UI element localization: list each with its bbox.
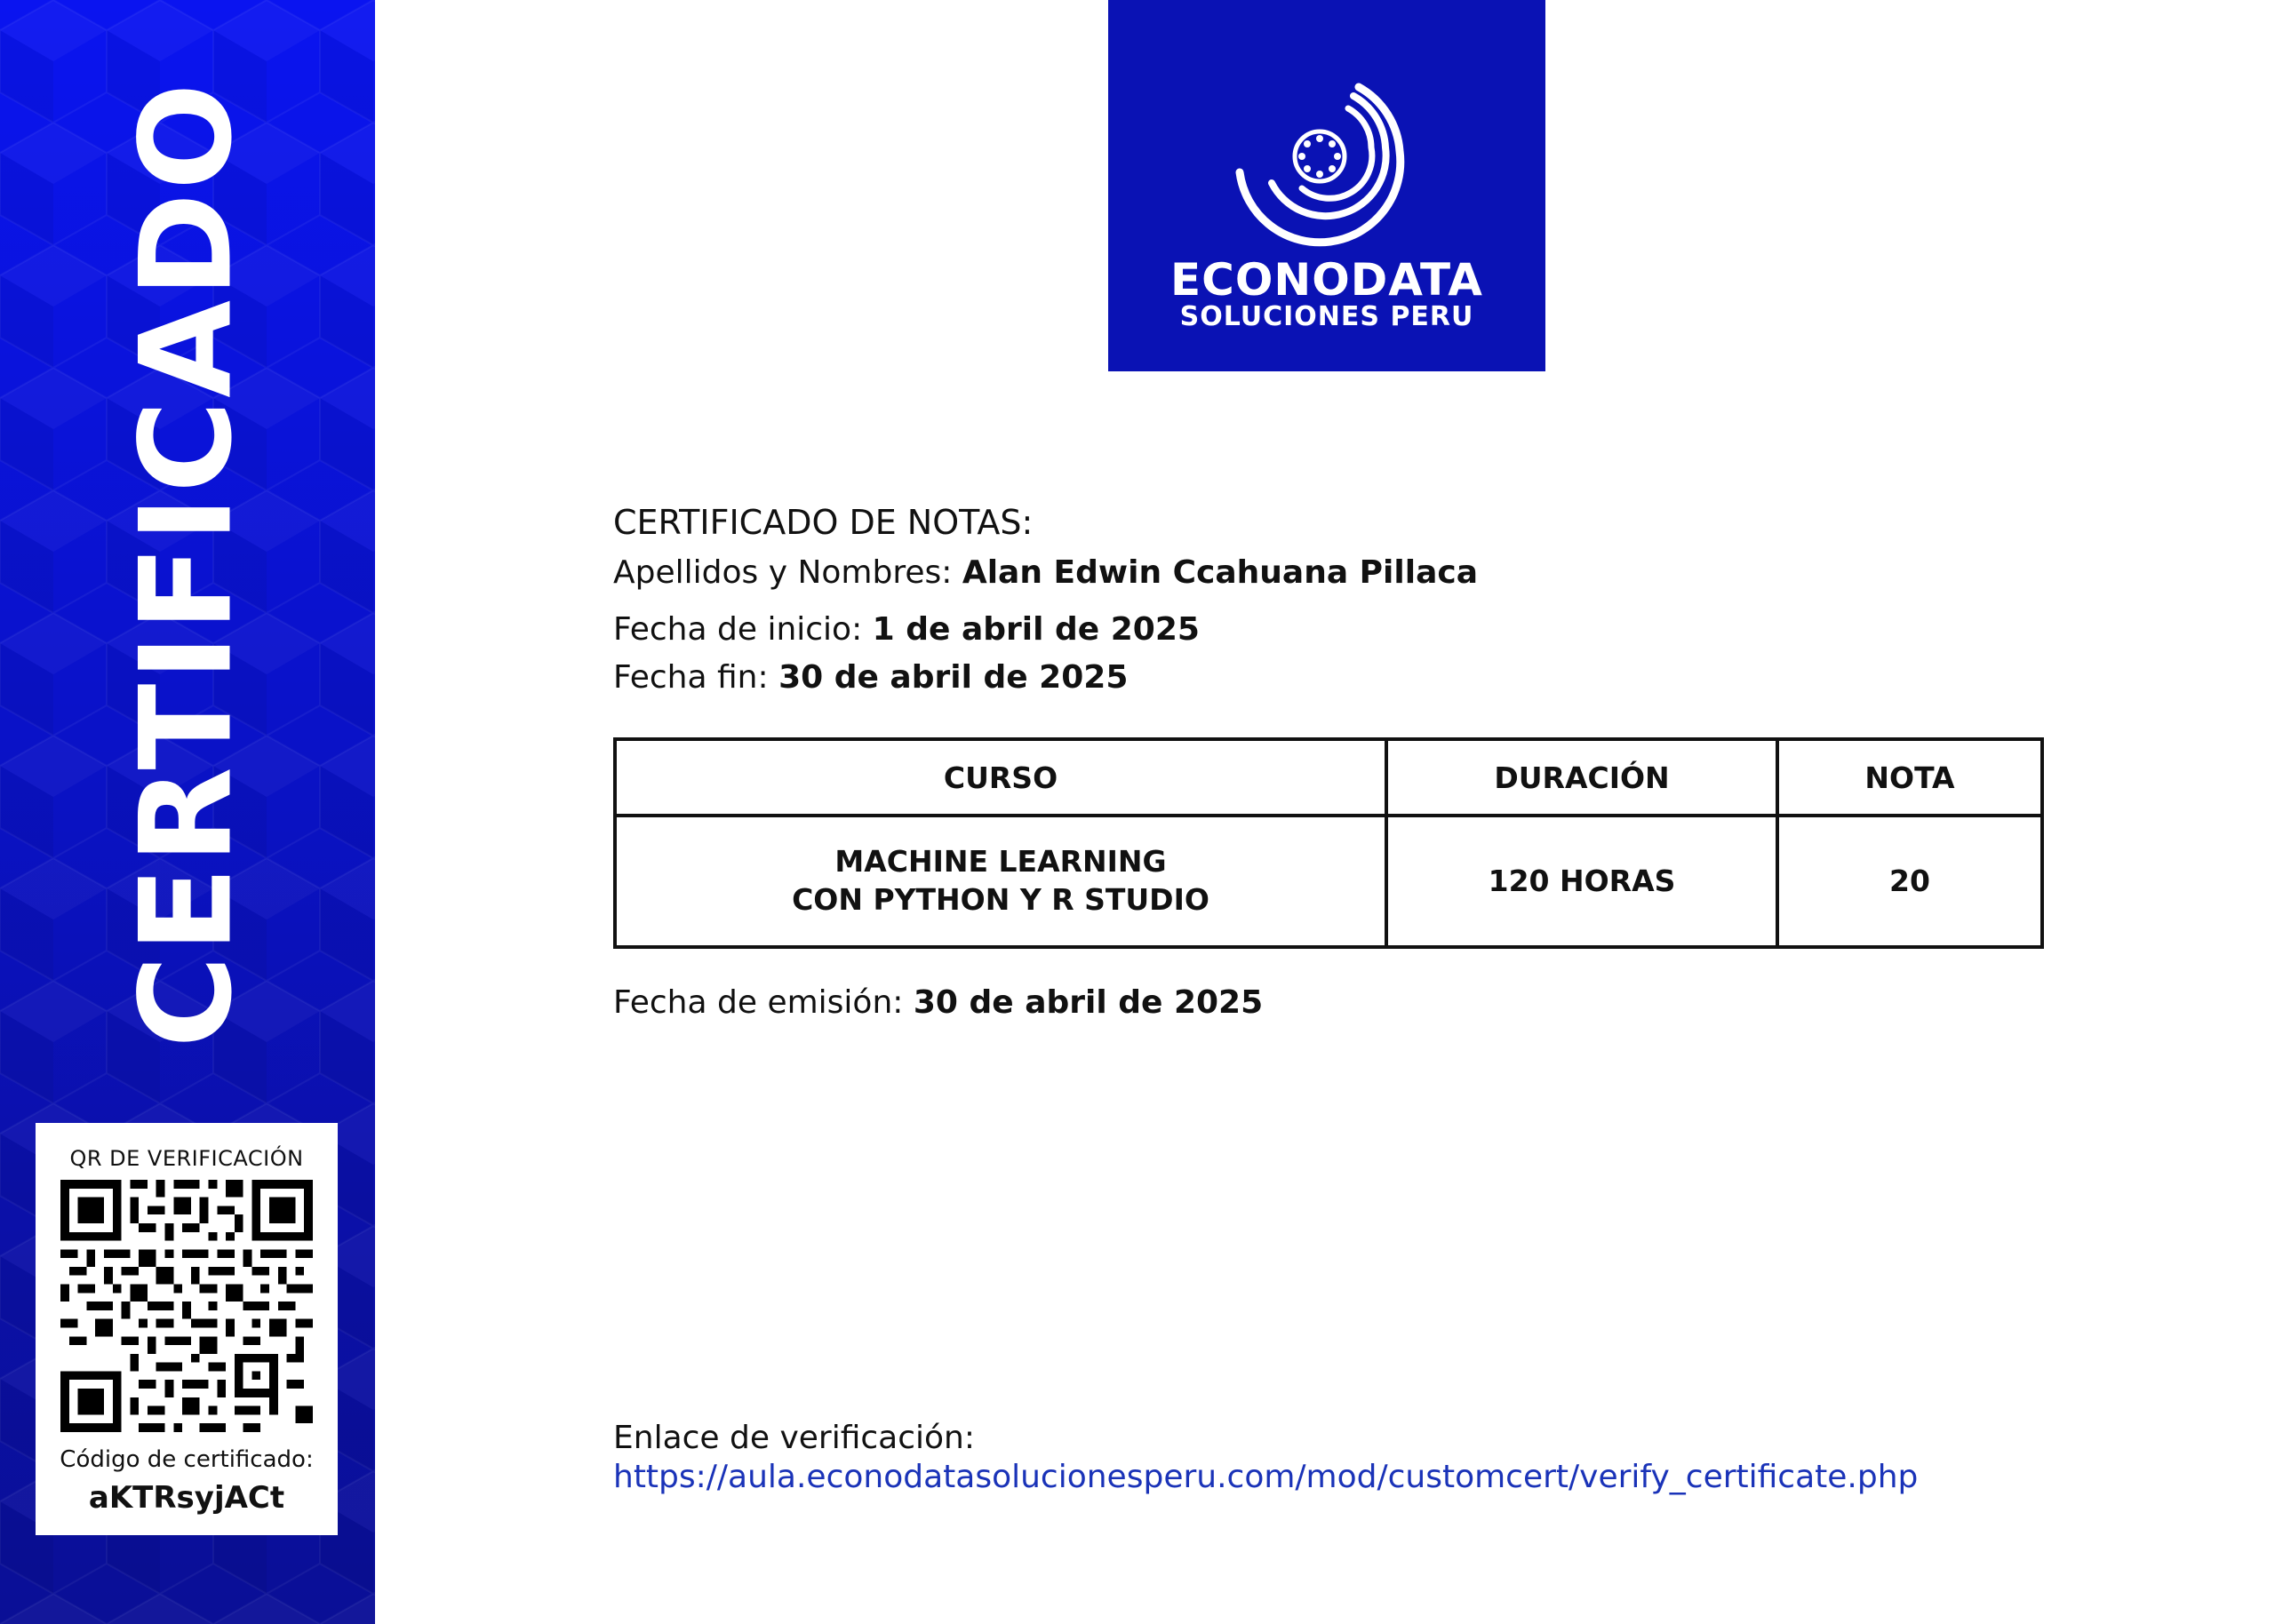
verification-link[interactable]: https://aula.econodatasolucionesperu.com/mod/customcert/verify_certificate.php xyxy=(613,1459,1919,1495)
table-row xyxy=(615,816,2042,947)
sidebar-band xyxy=(0,0,375,1624)
certificate-code-value: aKTRsyjACt xyxy=(88,1480,285,1516)
header-duration: DURACIÓN xyxy=(1386,739,1777,816)
end-date-label: Fecha fin: xyxy=(613,659,769,696)
econodata-logo xyxy=(1108,0,1545,371)
document-title: CERTIFICADO DE NOTAS: xyxy=(613,503,1034,542)
qr-verification-box xyxy=(36,1123,338,1535)
verification-link-label: Enlace de verificación: xyxy=(613,1420,976,1456)
student-name-row xyxy=(613,554,1478,591)
grades-table xyxy=(613,737,2044,949)
logo-emblem-icon xyxy=(1233,76,1419,251)
grade-cell: 20 xyxy=(1777,816,2042,947)
course-name-line2: CON PYTHON Y R STUDIO xyxy=(792,882,1209,917)
emission-date-label: Fecha de emisión: xyxy=(613,984,904,1021)
start-date-row xyxy=(613,611,1200,648)
duration-cell: 120 HORAS xyxy=(1386,816,1777,947)
emission-date-value: 30 de abril de 2025 xyxy=(913,984,1264,1021)
header-course: CURSO xyxy=(615,739,1386,816)
certificate-code-label: Código de certificado: xyxy=(60,1446,314,1473)
vertical-certificado-title: CERTIFICADO xyxy=(113,80,260,1048)
emission-date-row xyxy=(613,984,1263,1021)
logo-subtitle: SOLUCIONES PERU xyxy=(1179,301,1474,332)
start-date-value: 1 de abril de 2025 xyxy=(872,611,1200,648)
qr-code-image[interactable] xyxy=(60,1180,313,1432)
end-date-value: 30 de abril de 2025 xyxy=(778,659,1129,696)
header-grade: NOTA xyxy=(1777,739,2042,816)
logo-name: ECONODATA xyxy=(1170,254,1483,306)
end-date-row xyxy=(613,659,1128,696)
student-name-label: Apellidos y Nombres: xyxy=(613,554,953,591)
student-name-value: Alan Edwin Ccahuana Pillaca xyxy=(962,554,1478,591)
course-name-line1: MACHINE LEARNING xyxy=(834,844,1167,880)
start-date-label: Fecha de inicio: xyxy=(613,611,863,648)
qr-title: QR DE VERIFICACIÓN xyxy=(69,1146,304,1171)
table-header-row xyxy=(615,739,2042,816)
course-cell xyxy=(615,816,1386,947)
